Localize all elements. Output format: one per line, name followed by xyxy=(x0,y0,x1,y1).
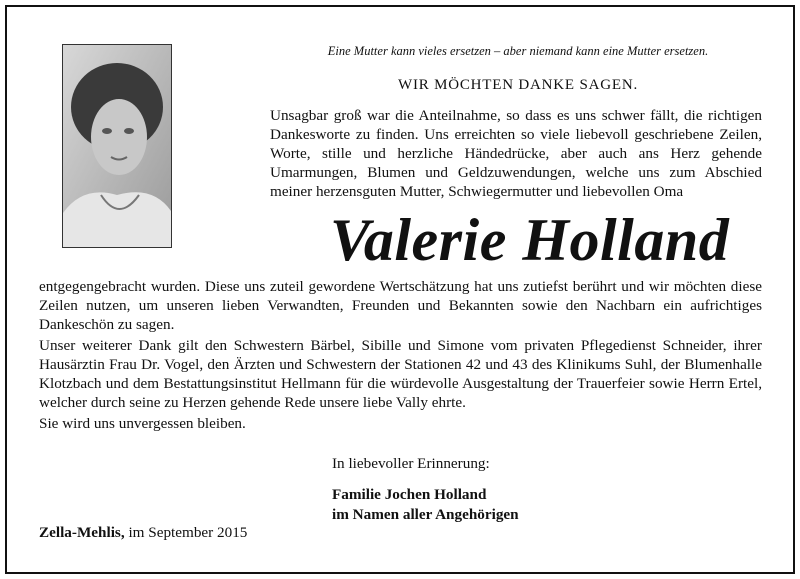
deceased-name: Valerie Holland xyxy=(330,207,730,273)
signature-intro: In liebevoller Erinnerung: xyxy=(332,455,490,472)
place-date xyxy=(39,524,247,542)
body-text xyxy=(39,277,762,433)
place-town: Zella-Mehlis, xyxy=(39,524,125,541)
portrait-photo xyxy=(62,44,172,248)
signature-relatives: im Namen aller Angehörigen xyxy=(332,506,519,523)
intro-text: Unsagbar groß war die Anteilnahme, so dass es uns schwer fällt, die richtigen Dankesworte zu finden. Uns erreichten so viele liebevoll geschriebene Zeilen, Worte, stille und herzliche Händedrücke, aber auch ans Herz gehende Umarmungen, Blumen und Geldzuwendungen, welche uns zum Abschied meiner herzensguten Mutter, Schwiegermutter und liebevollen Oma xyxy=(270,107,762,200)
paragraph-further-thanks: Unser weiterer Dank gilt den Schwestern Bärbel, Sibille und Simone vom privaten Pflegedienst Schneider, ihrer Hausärztin Frau Dr. Vogel, den Ärzten und Schwestern der Stationen 42 und 43 des Klinikums Suhl, der Blumenhalle Klotzbach und dem Bestattungsinstitut Hellmann für die würdevolle Ausgestaltung der Trauerfeier sowie Herrn Ertel, welcher durch seine zu Herzen gehende Rede unsere liebe Vally ehrte. xyxy=(39,337,762,411)
heading: WIR MÖCHTEN DANKE SAGEN. xyxy=(397,77,639,93)
signature-family: Familie Jochen Holland xyxy=(332,486,487,503)
quote-text: Eine Mutter kann vieles ersetzen – aber niemand kann eine Mutter ersetzen. xyxy=(327,44,709,58)
paragraph-remembrance: Sie wird uns unvergessen bleiben. xyxy=(39,415,246,432)
place-date-text: im September 2015 xyxy=(128,524,248,541)
paragraph-thanks: entgegengebracht wurden. Diese uns zuteil gewordene Wertschätzung hat uns zutiefst berührt und wir möchten diese Zeilen nutzen, um unseren lieben Verwandten, Freunden und Bekannten sowie den Nachbarn ein aufrichtiges Dankeschön zu sagen. xyxy=(39,278,762,333)
signature-block xyxy=(332,454,519,525)
